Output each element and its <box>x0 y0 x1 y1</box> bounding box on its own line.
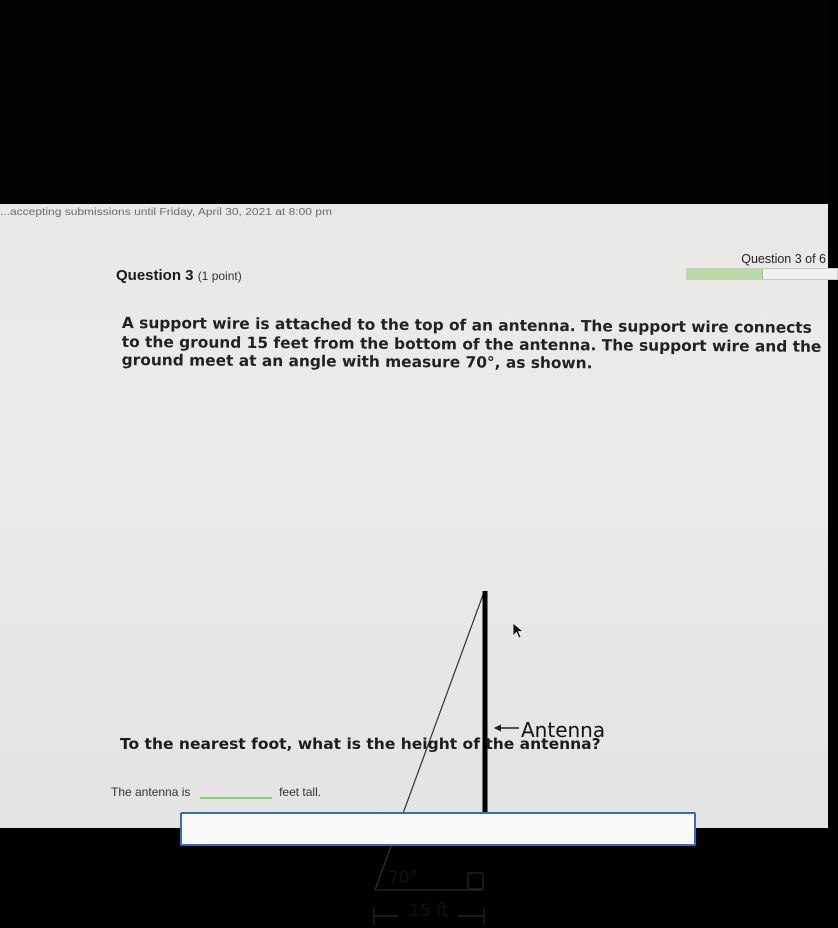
question-prompt <box>122 314 822 374</box>
triangle-diagram <box>360 588 620 928</box>
mouse-cursor-icon <box>512 622 526 640</box>
submission-notice: ...accepting submissions until Friday, April 30, 2021 at 8:00 pm <box>0 205 332 218</box>
response-text-box[interactable] <box>180 812 696 846</box>
progress-fill <box>687 269 763 279</box>
answer-prefix: The antenna is <box>111 785 191 799</box>
question-title: Question 3 <box>116 267 194 284</box>
prompt-line: to the ground 15 feet from the bottom of the antenna. The support wire and the <box>121 332 822 356</box>
question-points: (1 point) <box>197 269 242 283</box>
base-length-label: 15 ft <box>409 901 449 921</box>
antenna-label: Antenna <box>521 718 606 742</box>
answer-sentence <box>111 784 321 799</box>
answer-suffix: feet tall. <box>279 785 322 799</box>
question-counter: Question 3 of 6 <box>741 252 826 266</box>
prompt-line: A support wire is attached to the top of an antenna. The support wire connects <box>121 314 812 337</box>
antenna-height-input[interactable] <box>200 784 272 799</box>
arrow-left-icon <box>493 723 523 733</box>
right-angle-marker <box>468 873 483 889</box>
question-heading <box>116 267 242 284</box>
monitor-bezel <box>0 0 828 208</box>
progress-bar <box>686 268 838 280</box>
angle-label: 70° <box>388 868 419 888</box>
quiz-screen <box>0 204 828 921</box>
prompt-line: ground meet at an angle with measure 70°, as shown. <box>121 350 593 373</box>
answer-question: To the nearest foot, what is the height of the antenna? <box>120 735 601 753</box>
